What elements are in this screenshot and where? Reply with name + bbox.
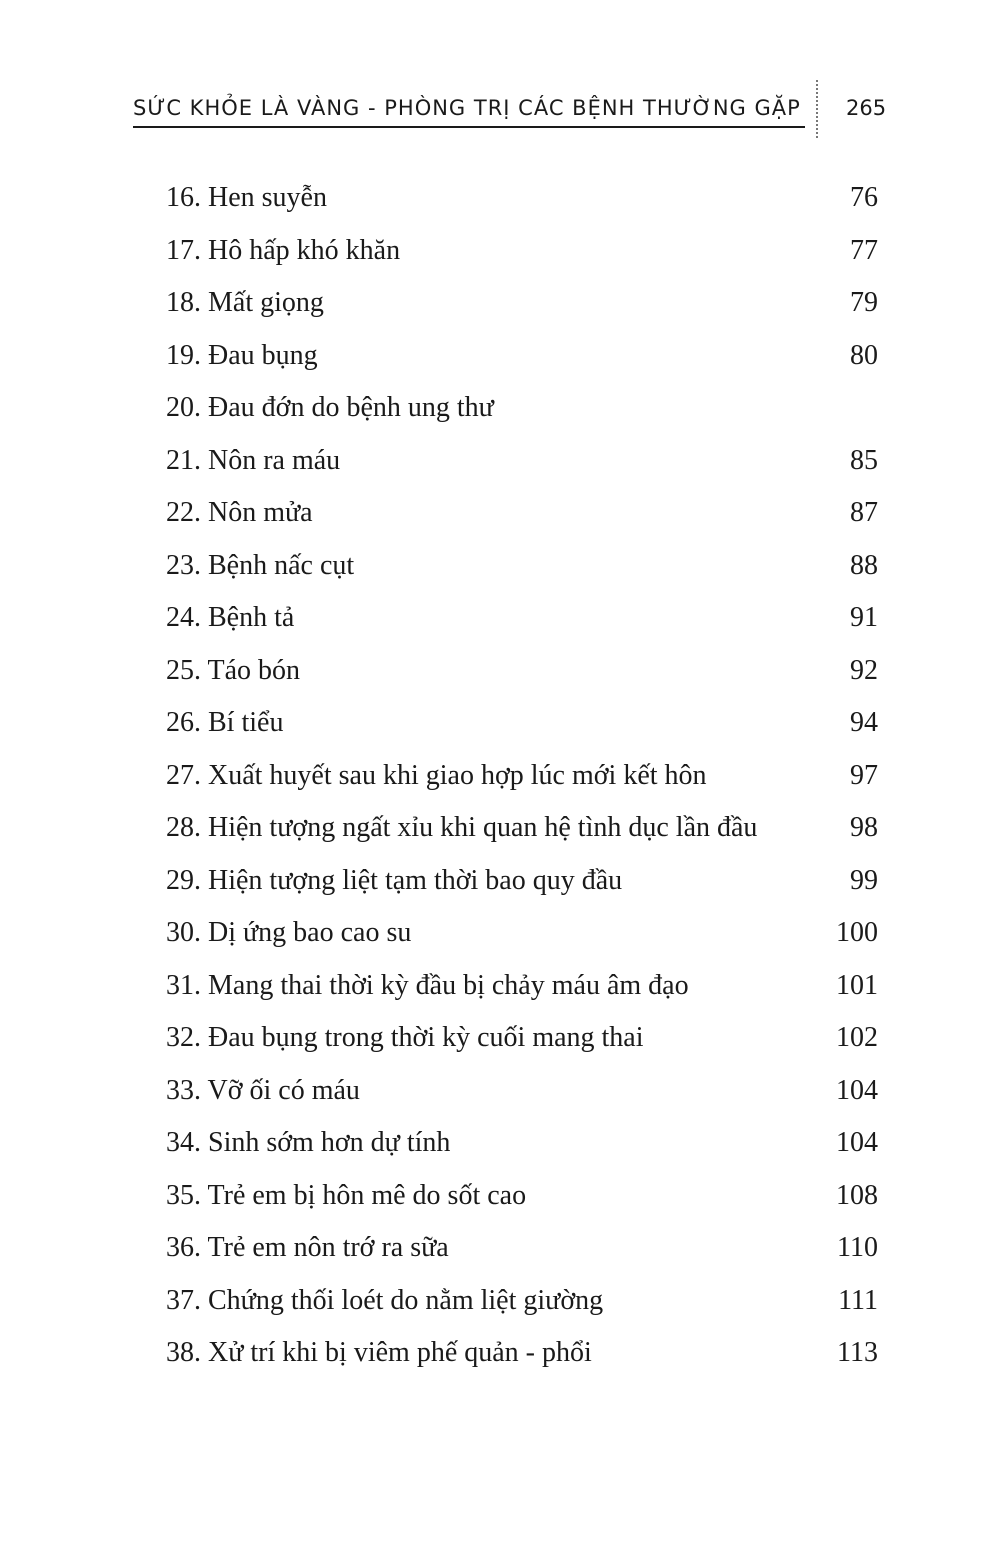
toc-entry-title: 30. Dị ứng bao cao su	[166, 917, 412, 948]
toc-entry-title: 35. Trẻ em bị hôn mê do sốt cao	[166, 1179, 527, 1211]
toc-entry-page: 88	[850, 549, 878, 581]
toc-entry	[166, 592, 878, 645]
toc-entry-title: 28. Hiện tượng ngất xỉu khi quan hệ tình dục lần đầu	[166, 812, 758, 843]
toc-entry	[166, 382, 878, 435]
toc-entry	[166, 802, 878, 855]
toc-entry	[166, 1170, 878, 1223]
toc-entry-page: 91	[850, 602, 878, 633]
toc-entry-page: 104	[836, 1127, 878, 1158]
toc-entry-page: 76	[850, 182, 878, 213]
toc-entry-page: 113	[837, 1337, 878, 1368]
toc-entry	[166, 907, 878, 960]
toc-entry-page: 111	[838, 1284, 878, 1316]
toc-entry-title: 16. Hen suyễn	[166, 182, 327, 213]
header-divider	[816, 80, 818, 138]
toc-entry	[166, 1222, 878, 1275]
toc-entry	[166, 435, 878, 488]
toc-entry	[166, 960, 878, 1013]
toc-entry-page: 98	[850, 812, 878, 843]
toc-entry-page: 100	[836, 917, 878, 948]
toc-entry-page: 108	[836, 1179, 878, 1211]
toc-entry-title: 27. Xuất huyết sau khi giao hợp lúc mới kết hôn	[166, 759, 707, 791]
toc-entry-page: 94	[850, 707, 878, 738]
toc-entry-title: 31. Mang thai thời kỳ đầu bị chảy máu âm đạo	[166, 969, 689, 1001]
toc-entry	[166, 1065, 878, 1118]
page-number: 265	[846, 96, 887, 120]
toc-entry	[166, 645, 878, 698]
toc-entry	[166, 225, 878, 278]
toc-entry	[166, 487, 878, 540]
toc-entry-page: 99	[850, 864, 878, 896]
toc-entry-title: 33. Vỡ ối có máu	[166, 1074, 360, 1106]
toc-entry-page: 77	[850, 234, 878, 266]
toc-entry-title: 23. Bệnh nấc cụt	[166, 549, 355, 581]
toc-entry	[166, 697, 878, 750]
toc-entry-title: 34. Sinh sớm hơn dự tính	[166, 1127, 451, 1158]
toc-entry-page: 92	[850, 654, 878, 686]
toc-entry-page: 97	[850, 759, 878, 791]
toc-entry	[166, 1117, 878, 1170]
toc-entry-title: 18. Mất giọng	[166, 287, 324, 318]
toc-entry-title: 38. Xử trí khi bị viêm phế quản - phổi	[166, 1337, 592, 1368]
toc-entry	[166, 277, 878, 330]
toc-entry-page: 110	[837, 1232, 878, 1263]
toc-entry-page: 80	[850, 339, 878, 371]
toc-entry-page: 79	[850, 287, 878, 318]
toc-entry	[166, 330, 878, 383]
toc-entry-page: 101	[836, 969, 878, 1001]
toc-entry-title: 32. Đau bụng trong thời kỳ cuối mang thai	[166, 1022, 644, 1053]
toc-entry-title: 19. Đau bụng	[166, 339, 318, 371]
toc-entry-title: 25. Táo bón	[166, 654, 301, 686]
toc-entry-title: 20. Đau đớn do bệnh ung thư	[166, 392, 494, 423]
toc-entry-page: 87	[850, 497, 878, 528]
toc-entry	[166, 1012, 878, 1065]
toc-entry-page: 104	[836, 1074, 878, 1106]
toc-entry	[166, 855, 878, 908]
toc-entry-page: 85	[850, 444, 878, 476]
toc-entry-title: 21. Nôn ra máu	[166, 444, 341, 476]
running-title: SỨC KHỎE LÀ VÀNG - PHÒNG TRỊ CÁC BỆNH THƯỜNG GẶP	[133, 96, 801, 120]
toc-entry-title: 17. Hô hấp khó khăn	[166, 234, 401, 266]
running-header	[133, 80, 805, 128]
toc-entry-title: 37. Chứng thối loét do nằm liệt giường	[166, 1284, 604, 1316]
toc-entry-title: 24. Bệnh tả	[166, 602, 295, 633]
table-of-contents	[166, 172, 878, 1380]
toc-entry	[166, 540, 878, 593]
toc-entry-title: 29. Hiện tượng liệt tạm thời bao quy đầu	[166, 864, 623, 896]
toc-entry	[166, 172, 878, 225]
toc-entry	[166, 1275, 878, 1328]
toc-entry-title: 22. Nôn mửa	[166, 497, 313, 528]
toc-entry-title: 36. Trẻ em nôn trớ ra sữa	[166, 1232, 449, 1263]
toc-entry-page: 102	[836, 1022, 878, 1053]
toc-entry	[166, 1327, 878, 1380]
toc-entry	[166, 750, 878, 803]
toc-entry-title: 26. Bí tiểu	[166, 707, 284, 738]
